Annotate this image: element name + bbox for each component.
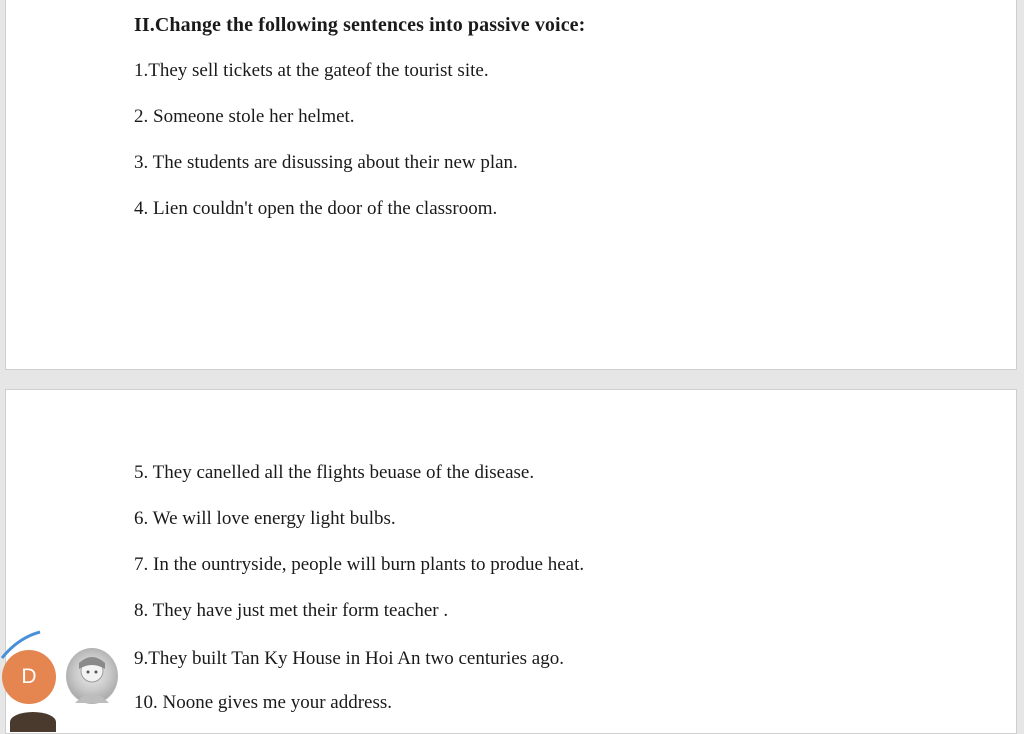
bottom-page-panel <box>5 389 1017 734</box>
person-icon <box>67 649 117 703</box>
sentence-2: 2. Someone stole her helmet. <box>134 106 355 127</box>
avatar-letter: D <box>21 665 37 688</box>
sentence-4: 4. Lien couldn't open the door of the classroom. <box>134 198 498 219</box>
sentence-6: 6. We will love energy light bulbs. <box>134 508 396 529</box>
user-avatar-photo[interactable] <box>66 648 118 704</box>
top-page-panel <box>5 0 1017 370</box>
sentence-8: 8. They have just met their form teacher . <box>134 600 449 621</box>
user-avatar-initial[interactable] <box>2 650 56 704</box>
sentence-9: 9.They built Tan Ky House in Hoi An two centuries ago. <box>134 648 564 669</box>
sentence-10: 10. Noone gives me your address. <box>134 692 393 713</box>
sentence-7: 7. In the ountryside, people will burn plants to produe heat. <box>134 554 585 575</box>
sentence-1: 1.They sell tickets at the gateof the tourist site. <box>134 60 489 81</box>
exercise-heading: II.Change the following sentences into passive voice: <box>134 14 586 36</box>
partial-avatar <box>10 712 56 732</box>
sentence-3: 3. The students are disussing about their new plan. <box>134 152 518 173</box>
sentence-5: 5. They canelled all the flights beuase of the disease. <box>134 462 535 483</box>
